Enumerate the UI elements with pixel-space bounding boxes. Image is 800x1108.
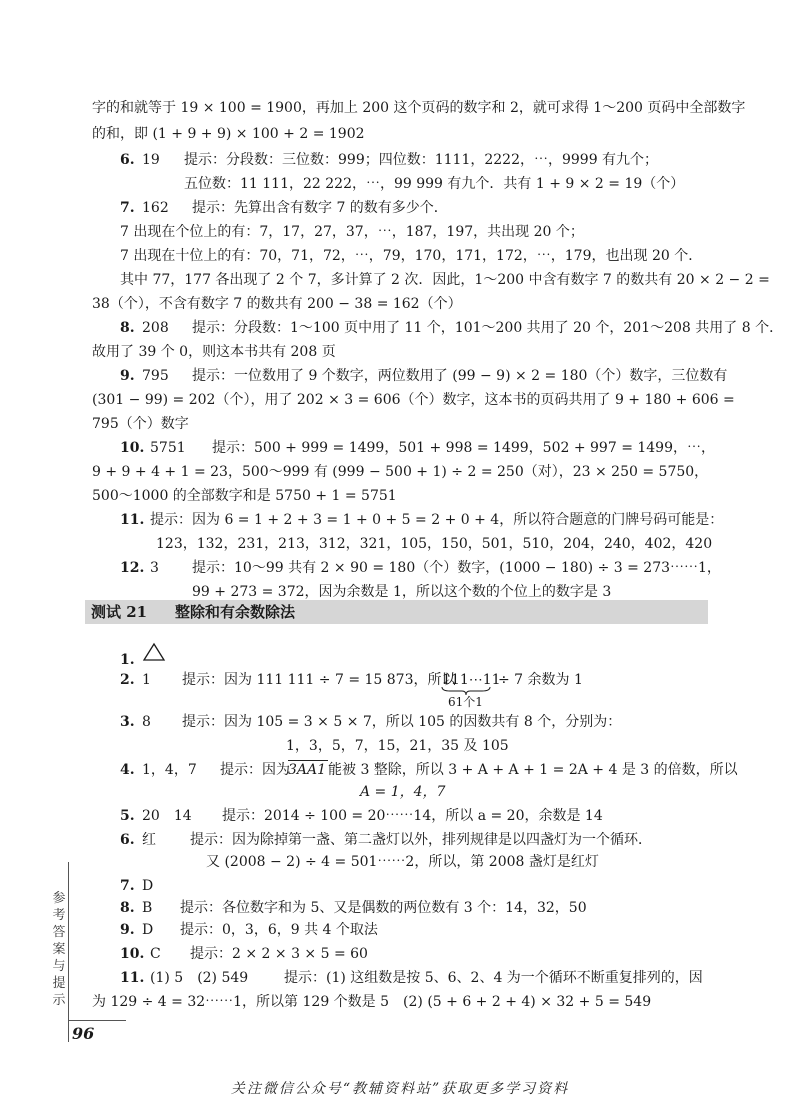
q7-hint: 提示：先算出含有数字 7 的数有多少个． — [192, 200, 448, 216]
t2-hint: 提示：因为 111 111 ÷ 7 = 15 873，所以 — [182, 672, 456, 688]
q9-hint: 提示：一位数用了 9 个数字，两位数用了 (99 − 9) × 2 = 180（个）数字，三位数有 — [192, 368, 728, 384]
t7-number: 7. — [120, 878, 135, 894]
t11-hint: 提示：(1) 这组数是按 5、6、2、4 为一个循环不断重复排列的，因 — [284, 970, 703, 986]
t3-hint: 提示：因为 105 = 3 × 5 × 7，所以 105 的因数共有 8 个，分别为： — [182, 714, 622, 730]
t6-hint: 提示：因为除掉第一盏、第二盏灯以外，排列规律是以四盏灯为一个循环． — [190, 832, 652, 848]
intro-line-2: 的和，即 (1 + 9 + 9) × 100 + 2 = 1902 — [92, 126, 365, 142]
t9-answer: D — [142, 922, 154, 938]
t2-repunit: 111⋯11 — [442, 672, 501, 688]
q8-answer: 208 — [142, 320, 169, 336]
q8-hint: 提示：分段数：1～100 页中用了 11 个，101～200 共用了 20 个，201～208 共用了 8 个． — [192, 320, 784, 336]
q7-line-4: 其中 77，177 各出现了 2 个 7，多计算了 2 次．因此，1～200 中含有数字 7 的数共有 20 × 2 − 2 = — [120, 272, 770, 288]
t4-answer: 1，4，7 — [142, 762, 197, 778]
q9-line-3: 795（个）数字 — [92, 416, 189, 432]
triangle-icon — [142, 642, 166, 662]
q12-hint: 提示：10～99 共有 2 × 90 = 180（个）数字，(1000 − 180) ÷ 3 = 273⋯⋯1， — [192, 560, 721, 576]
q8-number: 8. — [120, 320, 135, 336]
t4-number: 4. — [120, 762, 135, 778]
t10-number: 10. — [120, 946, 145, 962]
q7-line-5: 38（个），不含有数字 7 的数共有 200 − 38 = 162（个） — [92, 296, 462, 312]
t2-answer: 1 — [142, 672, 151, 688]
side-label: 参考答案与提示 — [52, 891, 66, 1008]
q6-hint: 提示：分段数：三位数：999；四位数：1111，2222，⋯，9999 有九个； — [184, 152, 659, 168]
t10-hint: 提示：2 × 2 × 3 × 5 = 60 — [190, 946, 368, 962]
q7-line-2: 7 出现在个位上的有：7，17，27，37，⋯，187，197，共出现 20 个； — [120, 224, 584, 240]
t6-number: 6. — [120, 832, 135, 848]
q9-line-2: (301 − 99) = 202（个），用了 202 × 3 = 606（个）数字，这本书的页码共用了 9 + 180 + 606 = — [92, 392, 735, 408]
t2-brace-label: 61个1 — [448, 695, 483, 709]
q9-number: 9. — [120, 368, 135, 384]
t4-number-form: 3AA1 — [288, 762, 327, 778]
footer-note: 关注微信公众号“教辅资料站”获取更多学习资料 — [230, 1081, 570, 1097]
t2-number: 2. — [120, 672, 135, 688]
q11-line-2: 123，132，231，213，312，321，105，150，501，510，204，240，402，420 — [156, 536, 713, 552]
section-title: 整除和有余数除法 — [175, 603, 296, 621]
intro-line-1: 字的和就等于 19 × 100 = 1900，再加上 200 这个页码的数字和 2，就可求得 1～200 页码中全部数字 — [92, 100, 746, 116]
t9-number: 9. — [120, 922, 135, 938]
t4-hint: 提示：因为 — [220, 762, 290, 778]
t11-number: 11. — [120, 970, 145, 986]
q10-answer: 5751 — [150, 440, 186, 456]
t4-hint-end: 能被 3 整除，所以 3 + A + A + 1 = 2A + 4 是 3 的倍数，所以 — [328, 762, 738, 778]
q10-hint: 提示：500 + 999 = 1499，501 + 998 = 1499，502 + 997 = 1499，⋯， — [212, 440, 716, 456]
t11-line-2: 为 129 ÷ 4 = 32⋯⋯1，所以第 129 个数是 5 (2) (5 + 6 + 2 + 4) × 32 + 5 = 549 — [92, 994, 652, 1010]
q6-answer: 19 — [142, 152, 160, 168]
t7-answer: D — [142, 878, 154, 894]
t3-number: 3. — [120, 714, 135, 730]
t3-line-2: 1，3，5，7，15，21，35 及 105 — [286, 738, 509, 754]
page-number: 96 — [72, 1024, 95, 1043]
q7-answer: 162 — [142, 200, 169, 216]
t4-line-2: A = 1，4，7 — [360, 784, 446, 800]
t5-answer: 20 14 — [142, 808, 192, 824]
q11-number: 11. — [120, 512, 145, 528]
q6-number: 6. — [120, 152, 135, 168]
q10-line-3: 500～1000 的全部数字和是 5750 + 1 = 5751 — [92, 488, 397, 504]
section-heading — [85, 600, 708, 624]
t8-number: 8. — [120, 900, 135, 916]
t6-answer: 红 — [142, 832, 156, 848]
t8-hint: 提示：各位数字和为 5、又是偶数的两位数有 3 个：14，32，50 — [180, 900, 587, 916]
page-number-rule — [68, 1020, 126, 1021]
q9-answer: 795 — [142, 368, 169, 384]
q12-line-2: 99 + 273 = 372，因为余数是 1，所以这个数的个位上的数字是 3 — [192, 584, 612, 600]
t3-answer: 8 — [142, 714, 151, 730]
q11-hint: 提示：因为 6 = 1 + 2 + 3 = 1 + 0 + 5 = 2 + 0 + 4，所以符合题意的门牌号码可能是： — [150, 512, 724, 528]
t5-hint: 提示：2014 ÷ 100 = 20⋯⋯14，所以 a = 20，余数是 14 — [222, 808, 603, 824]
q7-line-3: 7 出现在十位上的有：70，71，72，⋯，79，170，171，172，⋯，179，也出现 20 个． — [120, 248, 703, 264]
t11-answer: (1) 5 (2) 549 — [150, 970, 249, 986]
q10-number: 10. — [120, 440, 145, 456]
q8-line-2: 故用了 39 个 0，则这本书共有 208 页 — [92, 344, 336, 360]
q10-line-2: 9 + 9 + 4 + 1 = 23，500～999 有 (999 − 500 + 1) ÷ 2 = 250（对），23 × 250 = 5750， — [92, 464, 709, 480]
t5-number: 5. — [120, 808, 135, 824]
t1-number: 1. — [120, 652, 135, 668]
q6-hint-line-2: 五位数：11 111，22 222，⋯，99 999 有九个．共有 1 + 9 × 2 = 19（个） — [184, 176, 685, 192]
t10-answer: C — [150, 946, 161, 962]
t8-answer: B — [142, 900, 153, 916]
q12-answer: 3 — [150, 560, 159, 576]
q7-number: 7. — [120, 200, 135, 216]
section-label: 测试 21 — [91, 603, 148, 621]
q12-number: 12. — [120, 560, 145, 576]
t2-hint-end: ÷ 7 余数为 1 — [498, 672, 583, 688]
t6-line-2: 又 (2008 − 2) ÷ 4 = 501⋯⋯2，所以，第 2008 盏灯是红灯 — [206, 854, 599, 870]
t9-hint: 提示：0，3，6，9 共 4 个取法 — [180, 922, 378, 938]
